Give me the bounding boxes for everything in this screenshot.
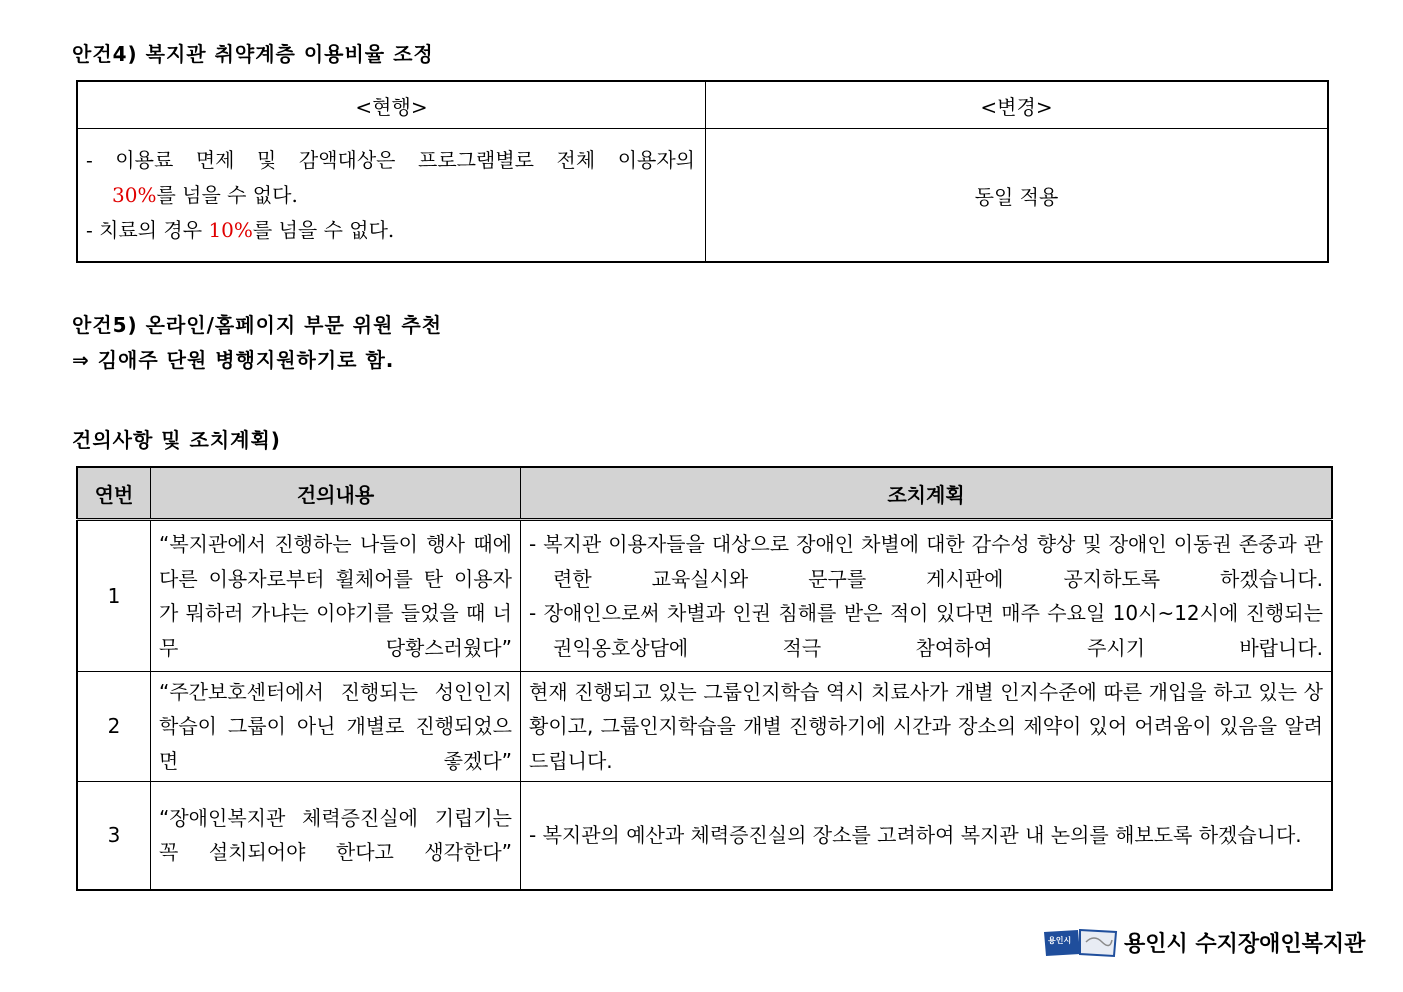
row-number: 2 xyxy=(77,672,151,782)
current-line-3-prefix: - 치료의 경우 xyxy=(86,217,209,242)
suggestions-table xyxy=(76,466,1333,891)
row-content xyxy=(151,782,521,890)
agenda4-title: 안건4) 복지관 취약계층 이용비율 조정 xyxy=(72,42,434,66)
row-number: 1 xyxy=(77,520,151,672)
row-content xyxy=(151,520,521,672)
row-content xyxy=(151,672,521,782)
row-content-text: “장애인복지관 체력증진실에 기립기는 꼭 설치되어야 한다고 생각한다” xyxy=(159,805,512,865)
current-line-3-text: 를 넘을 수 없다. xyxy=(252,217,395,242)
table-header-row xyxy=(77,467,1332,520)
logo-badge: 용인시 xyxy=(1048,936,1072,945)
table-row xyxy=(77,782,1332,890)
current-line-1: - 이용료 면제 및 감액대상은 프로그램별로 전체 이용자의 xyxy=(86,147,695,172)
header-number: 연번 xyxy=(77,467,151,520)
row-plan xyxy=(521,672,1333,782)
row-plan xyxy=(521,782,1333,890)
organization-logo xyxy=(1042,926,1365,958)
row-plan xyxy=(521,520,1333,672)
row-content-text: “복지관에서 진행하는 나들이 행사 때에 다른 이용자로부터 휠체어를 탄 이용자가 뭐하러 가냐는 이야기를 들었을 때 너무 당황스러웠다” xyxy=(159,532,512,660)
row-content-text: “주간보호센터에서 진행되는 성인인지 학습이 그룹이 아닌 개별로 진행되었으면 좋겠다” xyxy=(159,679,512,773)
plan-item: 현재 진행되고 있는 그룹인지학습 역시 치료사가 개별 인지수준에 따른 개입을 하고 있는 상황이고, 그룹인지학습을 개별 진행하기에 시간과 장소의 제약이 있어 어려움이 있음을 알려드립니다. xyxy=(529,679,1323,773)
col-current-header: <현행> xyxy=(77,81,706,129)
change-cell: 동일 적용 xyxy=(706,129,1329,263)
agenda5-title: 안건5) 온라인/홈페이지 부문 위원 추천 xyxy=(72,313,443,337)
header-plan: 조치계획 xyxy=(521,467,1333,520)
header-content: 건의내용 xyxy=(151,467,521,520)
plan-item: - 장애인으로써 차별과 인권 침해를 받은 적이 있다면 매주 수요일 10시~12시에 진행되는 권익옹호상담에 적극 참여하여 주시기 바랍니다. xyxy=(529,601,1323,660)
current-line-2 xyxy=(86,178,695,213)
table-row xyxy=(77,672,1332,782)
organization-name: 용인시 수지장애인복지관 xyxy=(1124,931,1366,957)
plan-item: - 복지관의 예산과 체력증진실의 장소를 고려하여 복지관 내 논의를 해보도록 하겠습니다. xyxy=(529,823,1302,847)
current-line-2-text: 를 넘을 수 없다. xyxy=(156,182,298,207)
book-logo-icon xyxy=(1042,926,1118,958)
row-number: 3 xyxy=(77,782,151,890)
percent-10: 10% xyxy=(208,217,253,242)
current-rule-cell xyxy=(77,129,706,263)
current-line-3 xyxy=(86,213,695,248)
col-change-header: <변경> xyxy=(706,81,1329,129)
plan-item: - 복지관 이용자들을 대상으로 장애인 차별에 대한 감수성 향상 및 장애인 이동권 존중과 관련한 교육실시와 문구를 게시판에 공지하도록 하겠습니다. xyxy=(529,532,1323,591)
agenda4-table xyxy=(76,80,1329,263)
agenda5-result: ⇒ 김애주 단원 병행지원하기로 함. xyxy=(72,348,395,372)
suggestions-title: 건의사항 및 조치계획) xyxy=(72,428,281,452)
percent-30: 30% xyxy=(112,182,157,207)
table-row xyxy=(77,520,1332,672)
